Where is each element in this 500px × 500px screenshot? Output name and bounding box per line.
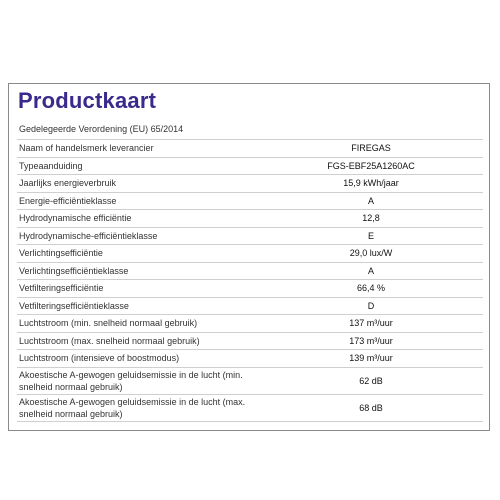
row-value: D <box>257 297 483 315</box>
row-value: 68 dB <box>257 394 483 421</box>
table-row <box>17 262 483 280</box>
row-value: 62 dB <box>257 367 483 394</box>
table-row <box>17 350 483 368</box>
row-value: 12,8 <box>257 210 483 228</box>
row-value: 29,0 lux/W <box>257 245 483 263</box>
table-row <box>17 315 483 333</box>
table-row <box>17 297 483 315</box>
row-value: 139 m³/uur <box>257 350 483 368</box>
table-row <box>17 367 483 394</box>
row-label: Typeaanduiding <box>17 157 257 175</box>
table-row <box>17 175 483 193</box>
row-value: 15,9 kWh/jaar <box>257 175 483 193</box>
card-title: Productkaart <box>18 88 157 113</box>
row-label: Vetfilteringsefficiëntieklasse <box>17 297 257 315</box>
row-value: E <box>257 227 483 245</box>
row-label: Jaarlijks energieverbruik <box>17 175 257 193</box>
row-value: 173 m³/uur <box>257 332 483 350</box>
row-label: Akoestische A-gewogen geluidsemissie in de lucht (min. snelheid normaal gebruik) <box>17 367 257 394</box>
table-row <box>17 394 483 421</box>
row-label: Luchtstroom (intensieve of boostmodus) <box>17 350 257 368</box>
row-label: Luchtstroom (min. snelheid normaal gebruik) <box>17 315 257 333</box>
table-row <box>17 332 483 350</box>
row-label: Vetfilteringsefficiëntie <box>17 280 257 298</box>
row-value: FIREGAS <box>257 140 483 158</box>
row-label: Verlichtingsefficiëntieklasse <box>17 262 257 280</box>
table-row <box>17 140 483 158</box>
row-label: Verlichtingsefficiëntie <box>17 245 257 263</box>
row-value: 66,4 % <box>257 280 483 298</box>
table-row <box>17 227 483 245</box>
row-label: Naam of handelsmerk leverancier <box>17 140 257 158</box>
row-value: A <box>257 192 483 210</box>
table-row <box>17 157 483 175</box>
product-card <box>8 83 490 431</box>
row-value: 137 m³/uur <box>257 315 483 333</box>
table-row <box>17 245 483 263</box>
row-value: A <box>257 262 483 280</box>
row-value: FGS-EBF25A1260AC <box>257 157 483 175</box>
row-label: Hydrodynamische-efficiëntieklasse <box>17 227 257 245</box>
row-label: Luchtstroom (max. snelheid normaal gebruik) <box>17 332 257 350</box>
card-subtitle: Gedelegeerde Verordening (EU) 65/2014 <box>19 124 184 134</box>
table-row <box>17 210 483 228</box>
row-label: Akoestische A-gewogen geluidsemissie in de lucht (max. snelheid normaal gebruik) <box>17 394 257 421</box>
spec-table <box>17 139 483 422</box>
row-label: Energie-efficiëntieklasse <box>17 192 257 210</box>
table-row <box>17 280 483 298</box>
table-row <box>17 192 483 210</box>
row-label: Hydrodynamische efficiëntie <box>17 210 257 228</box>
